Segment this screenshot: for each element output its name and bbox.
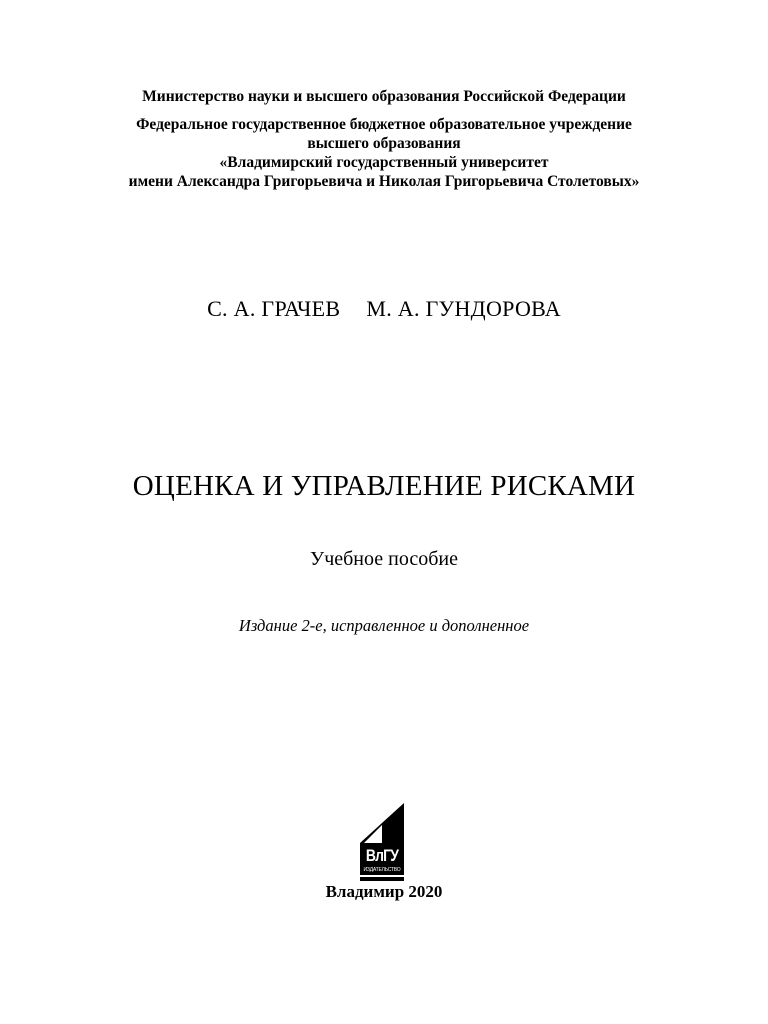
author-name: С. А. ГРАЧЕВ xyxy=(207,296,341,321)
institution-name xyxy=(0,115,768,191)
author-name: М. А. ГУНДОРОВА xyxy=(366,296,561,321)
institution-line: Федеральное государственное бюджетное образовательное учреждение xyxy=(136,116,632,133)
institution-line: высшего образования xyxy=(307,135,461,152)
authors xyxy=(0,296,768,322)
institution-line: имени Александра Григорьевича и Николая Григорьевича Столетовых» xyxy=(128,173,640,190)
city-year: Владимир 2020 xyxy=(325,882,443,901)
book-title: ОЦЕНКА И УПРАВЛЕНИЕ РИСКАМИ xyxy=(132,470,636,502)
ministry-name: Министерство науки и высшего образования Российской Федерации xyxy=(142,88,626,105)
logo-text: ВлГУ xyxy=(365,846,399,865)
edition-note: Издание 2-е, исправленное и дополненное xyxy=(238,616,530,635)
logo-caption: ИЗДАТЕЛЬСТВО xyxy=(363,867,401,873)
institution-line: «Владимирский государственный университет xyxy=(219,154,549,171)
book-subtitle: Учебное пособие xyxy=(310,548,458,570)
